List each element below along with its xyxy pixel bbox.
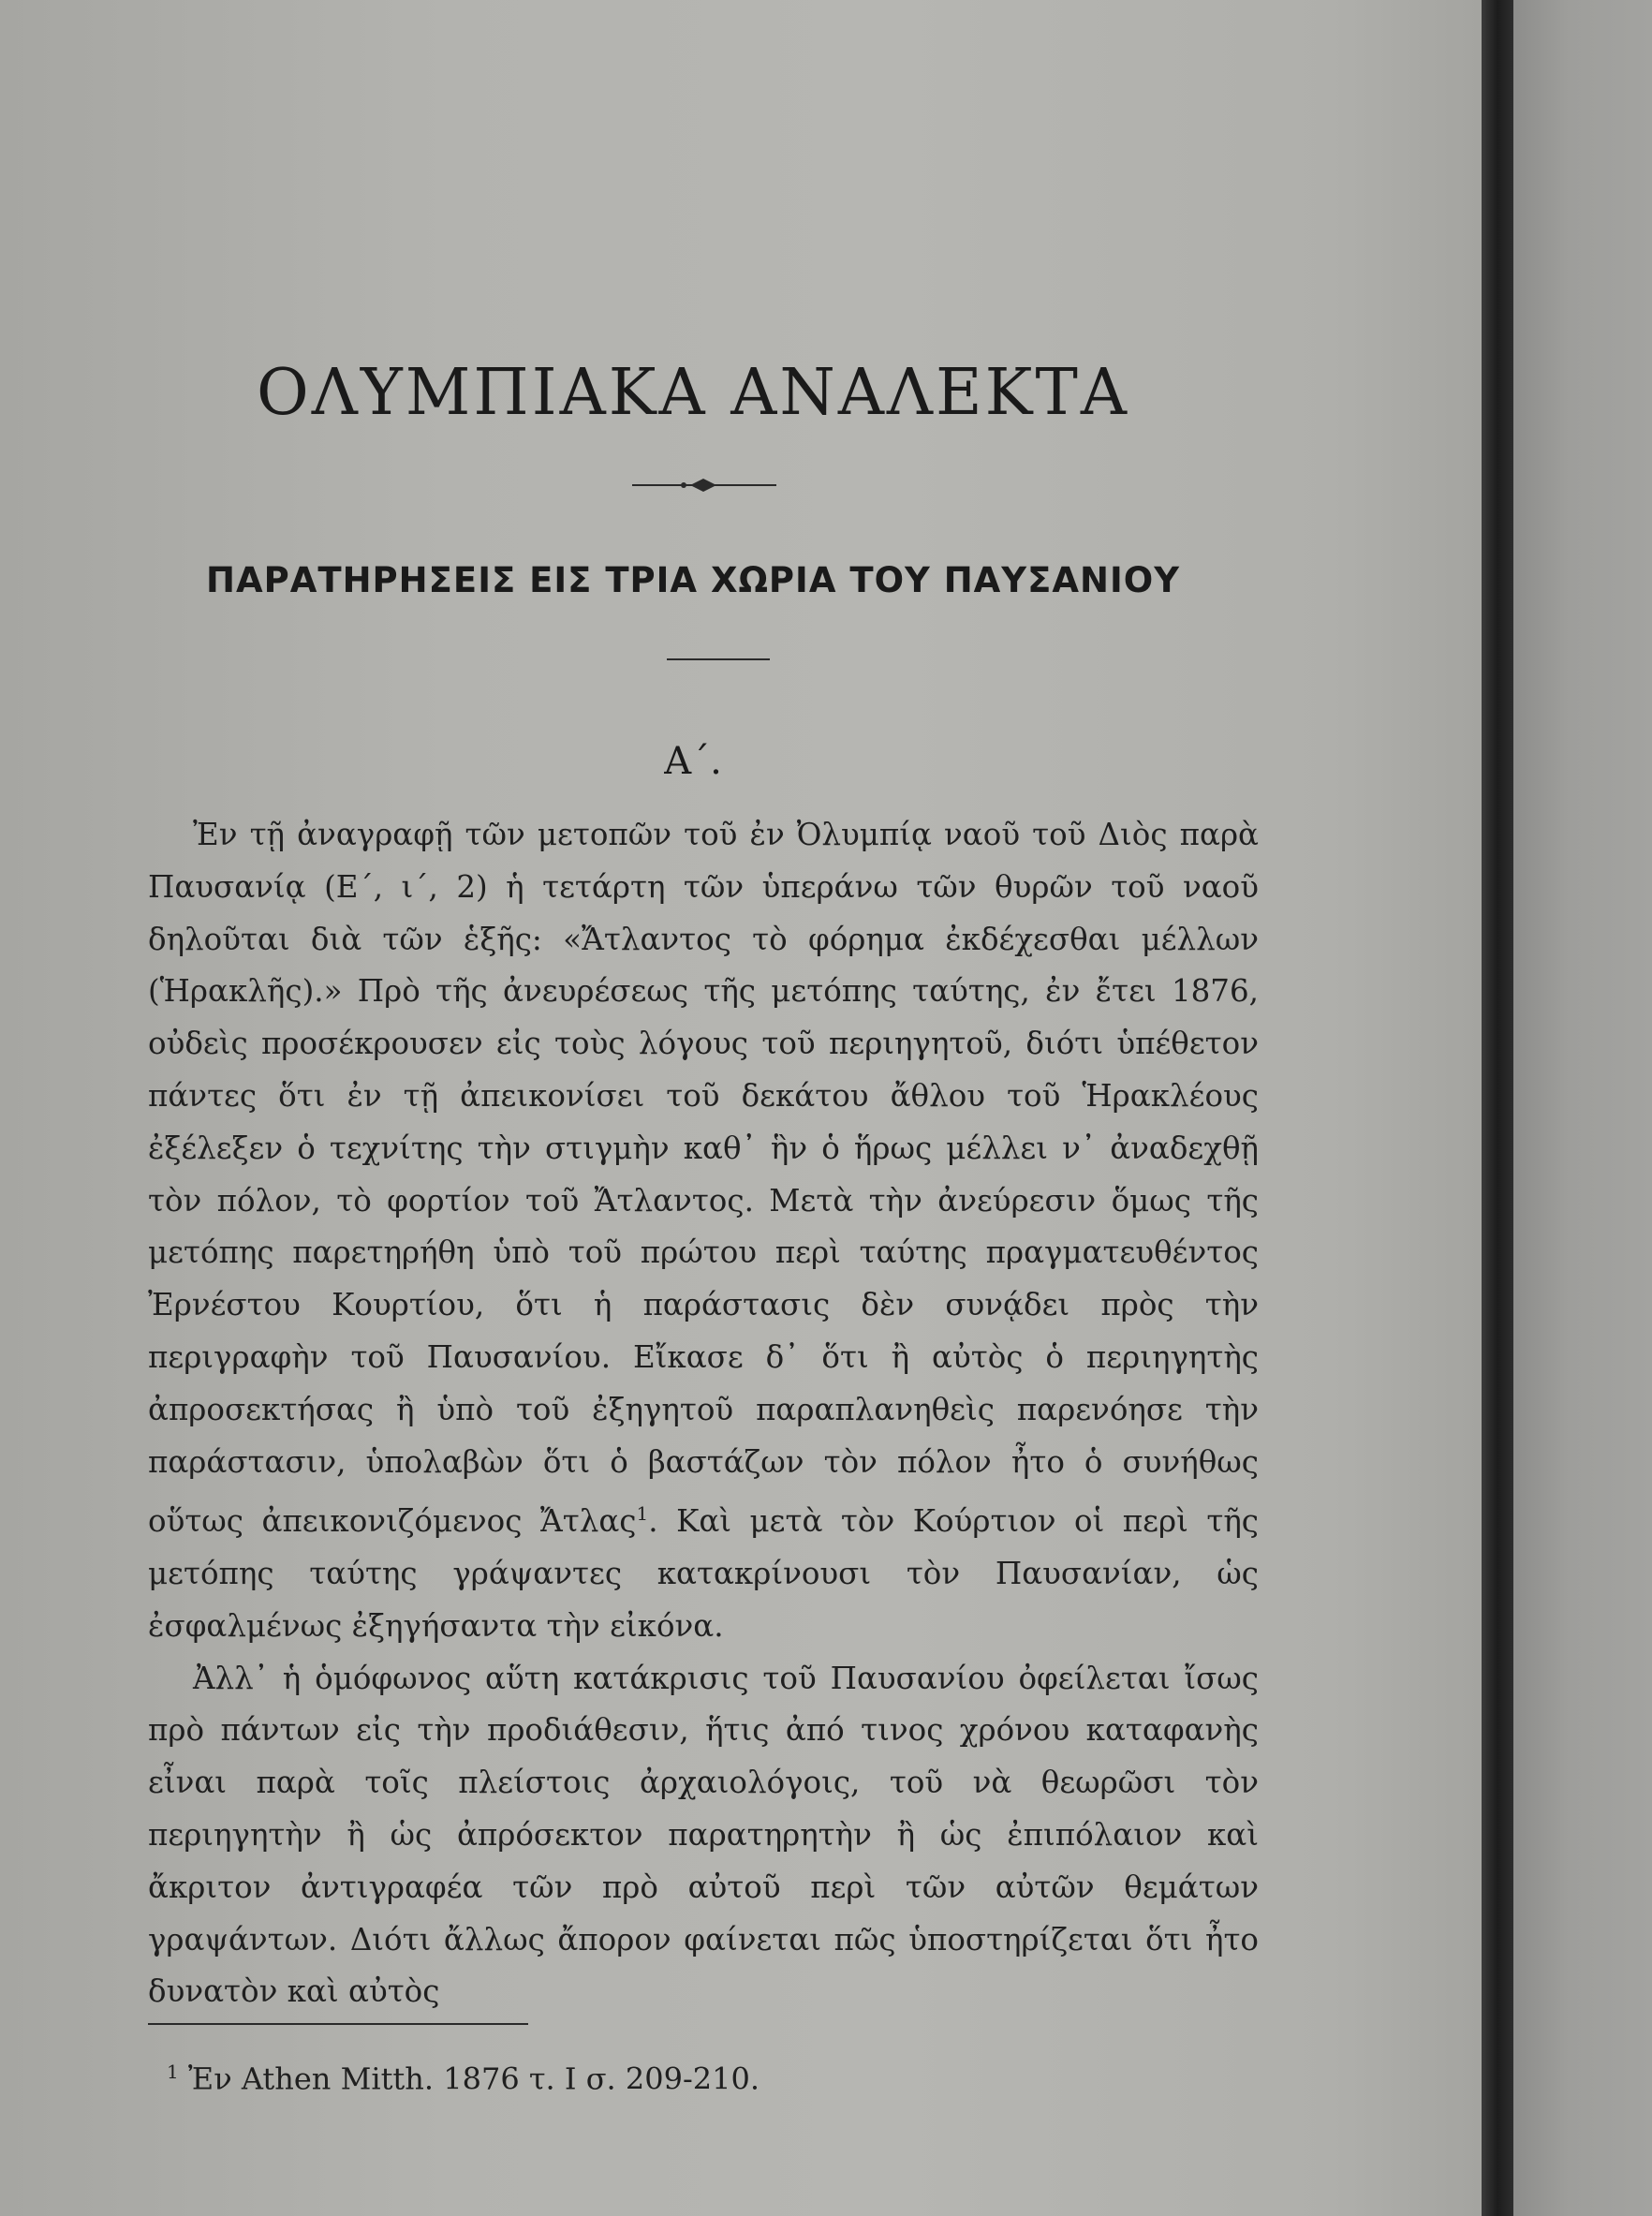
footnote-reference: 1 [636, 1502, 649, 1526]
footnote [167, 2061, 760, 2097]
book-spine-shadow [1482, 0, 1513, 2216]
body-text [148, 809, 1259, 2018]
section-number: Α΄. [664, 740, 722, 783]
paragraph-text: . Καὶ μετὰ τὸν Κούρτιον οἱ περὶ τῆς μετόπης ταύτης γράψαντες κατακρίνουσι τὸν Παυσανίαν, ὡς ἐσφαλμένως ἐξηγήσαντα τὴν εἰκόνα. [148, 1503, 1259, 1644]
page-subtitle: ΠΑΡΑΤΗΡΗΣΕΙΣ ΕΙΣ ΤΡΙΑ ΧΩΡΙΑ ΤΟΥ ΠΑΥΣΑΝΙΟΥ [206, 560, 1180, 600]
paragraph [148, 809, 1259, 1653]
footnote-divider [148, 2023, 528, 2025]
subtitle-divider [667, 658, 770, 660]
paragraph-text: Ἀλλ᾽ ἡ ὁμόφωνος αὕτη κατάκρισις τοῦ Παυσανίου ὀφείλεται ἴσως πρὸ πάντων εἰς τὴν προδιάθεσιν, ἥτις ἀπό τινος χρόνου καταφανὴς εἶναι παρὰ τοῖς πλείστοις ἀρχαιολόγοις, τοῦ νὰ θεωρῶσι τὸν περιηγητὴν ἢ ὡς ἀπρόσεκτον παρατηρητὴν ἢ ὡς ἐπιπόλαιον καὶ ἄκριτον ἀντιγραφέα τῶν πρὸ αὐτοῦ περὶ τῶν αὐτῶν θεμάτων γραψάντων. Διότι ἄλλως ἄπορον φαίνεται πῶς ὑποστηρίζεται ὅτι ἦτο δυνατὸν καὶ αὐτὸς [148, 1660, 1259, 2010]
facing-page-edge [1513, 0, 1652, 2216]
paragraph-text: Ἐν τῇ ἀναγραφῇ τῶν μετοπῶν τοῦ ἐν Ὀλυμπίᾳ ναοῦ τοῦ Διὸς παρὰ Παυσανίᾳ (Ε΄, ι΄, 2) ἡ τετάρτη τῶν ὑπεράνω τῶν θυρῶν τοῦ ναοῦ δηλοῦται διὰ τῶν ἑξῆς: «Ἄτλαντος τὸ φόρημα ἐκδέχεσθαι μέλλων (Ἡρακλῆς).» Πρὸ τῆς ἀνευρέσεως τῆς μετόπης ταύτης, ἐν ἔτει 1876, οὐδεὶς προσέκρουσεν εἰς τοὺς λόγους τοῦ περιηγητοῦ, διότι ὑπέθετον πάντες ὅτι ἐν τῇ ἀπεικονίσει τοῦ δεκάτου ἄθλου τοῦ Ἡρακλέους ἐξέλεξεν ὁ τεχνίτης τὴν στιγμὴν καθ᾽ ἣν ὁ ἥρως μέλλει ν᾽ ἀναδεχθῇ τὸν πόλον, τὸ φορτίον τοῦ Ἄτλαντος. Μετὰ τὴν ἀνεύρεσιν ὅμως τῆς μετόπης παρετηρήθη ὑπὸ τοῦ πρώτου περὶ ταύτης πραγματευθέντος Ἐρνέστου Κουρτίου, ὅτι ἡ παράστασις δὲν συνᾴδει πρὸς τὴν περιγραφὴν τοῦ Παυσανίου. Εἴκασε δ᾽ ὅτι ἢ αὐτὸς ὁ περιηγητὴς ἀπροσεκτήσας ἢ ὑπὸ τοῦ ἐξηγητοῦ παραπλανηθεὶς παρενόησε τὴν παράστασιν, ὑπολαβὼν ὅτι ὁ βαστάζων τὸν πόλον ἦτο ὁ συνήθως οὕτως ἀπεικονιζόμενος Ἄτλας [148, 817, 1259, 1540]
title-ornament [632, 476, 776, 495]
footnote-text: Ἐν Athen Mitth. 1876 τ. I σ. 209-210. [187, 2061, 760, 2097]
paragraph [148, 1653, 1259, 2019]
footnote-mark: 1 [167, 2061, 179, 2083]
page-title: ΟΛΥΜΠΙΑΚΑ ΑΝΑΛΕΚΤΑ [257, 356, 1129, 430]
